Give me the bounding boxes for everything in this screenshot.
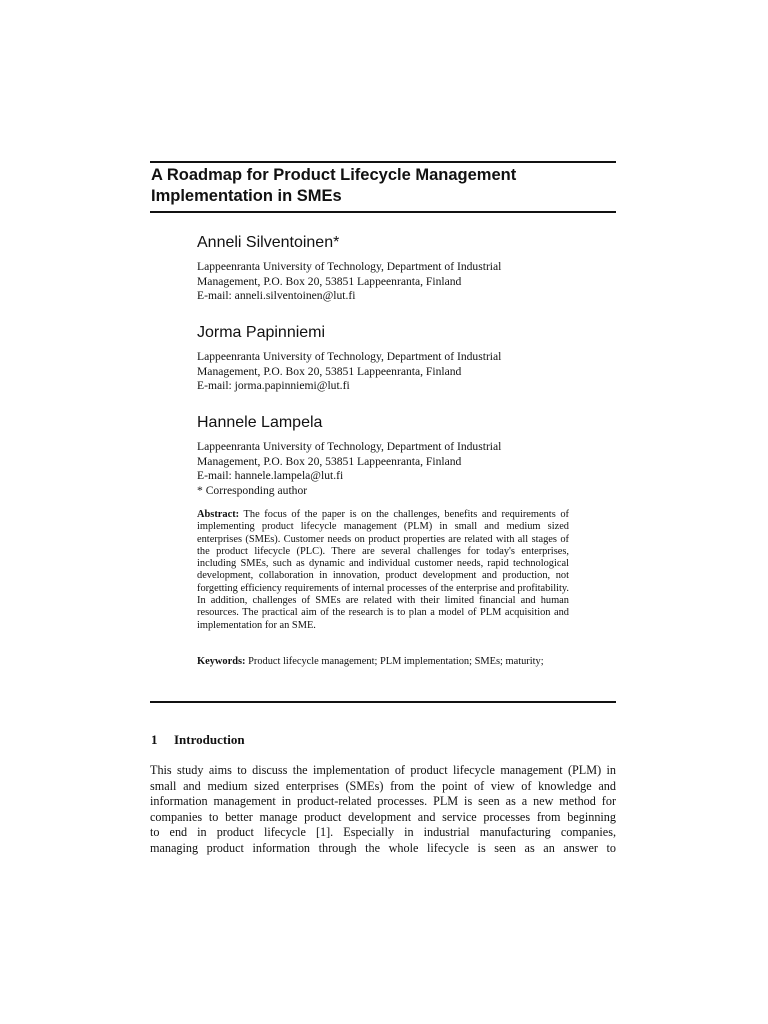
abstract-bottom-rule [150,701,616,703]
corresponding-author-note: * Corresponding author [197,483,308,497]
author-name: Jorma Papinniemi [197,324,326,341]
introduction-paragraph [150,763,616,857]
author-affiliation [197,440,597,498]
affiliation-line: Management, P.O. Box 20, 53851 Lappeenranta, Finland [197,454,462,468]
author-block [197,323,597,394]
affiliation-line: Management, P.O. Box 20, 53851 Lappeenranta, Finland [197,364,462,378]
affiliation-line: Lappeenranta University of Technology, Department of Industrial [197,260,502,273]
paragraph-line: small and medium sized enterprises (SMEs) from the point of view of knowledge and [150,778,616,793]
top-rule [150,161,616,163]
author-affiliation [197,260,597,304]
section-title: Introduction [174,732,245,747]
affiliation-line: Management, P.O. Box 20, 53851 Lappeenranta, Finland [197,274,462,288]
email-line: E-mail: hannele.lampela@lut.fi [197,469,344,482]
section-heading [151,731,245,748]
author-block [197,413,597,498]
abstract [197,509,569,632]
keywords-label: Keywords: [197,656,246,667]
paragraph-line: information management in product-related processes. PLM is seen as a new method for [150,794,616,809]
paragraph-line: managing product information through the whole lifecycle is seen as an answer to [150,840,616,855]
abstract-label: Abstract: [197,509,240,520]
paragraph-line: companies to better manage product development and service processes from beginning [150,809,616,824]
keywords [197,656,569,668]
title-line: A Roadmap for Product Lifecycle Management [151,166,517,184]
email-line: E-mail: anneli.silventoinen@lut.fi [197,289,356,302]
author-affiliation [197,350,597,394]
keywords-text: Product lifecycle management; PLM implementation; SMEs; maturity; [248,656,544,667]
author-block [197,233,597,304]
author-name: Hannele Lampela [197,414,323,431]
paragraph-line: to end in product lifecycle [1]. Especially in industrial manufacturing companies, [150,825,616,840]
title-line: Implementation in SMEs [151,187,342,205]
affiliation-line: Lappeenranta University of Technology, Department of Industrial [197,350,502,363]
author-name: Anneli Silventoinen* [197,234,340,251]
section-number: 1 [151,732,158,747]
affiliation-line: Lappeenranta University of Technology, Department of Industrial [197,440,502,453]
paragraph-line: This study aims to discuss the implementation of product lifecycle management (PLM) in [150,763,616,777]
paper-title [151,165,616,207]
title-bottom-rule [150,211,616,213]
email-line: E-mail: jorma.papinniemi@lut.fi [197,379,350,392]
abstract-text: The focus of the paper is on the challenges, benefits and requirements of implementing product lifecycle management (PLM) in small and medium sized enterprises (SMEs). Customer needs on product properties are related with all stages of the product lifecycle (PLC). There are several challenges for today's enterprises, including SMEs, such as dynamic and individual customer needs, rapid technological development, collaboration in innovation, product development and production, not forgetting efficiency requirements of internal processes of the enterprise and profitability. In addition, challenges of SMEs are related with their limited financial and human resources. The practical aim of the research is to plan a model of PLM acquisition and implementation for an SME. [197,509,569,631]
